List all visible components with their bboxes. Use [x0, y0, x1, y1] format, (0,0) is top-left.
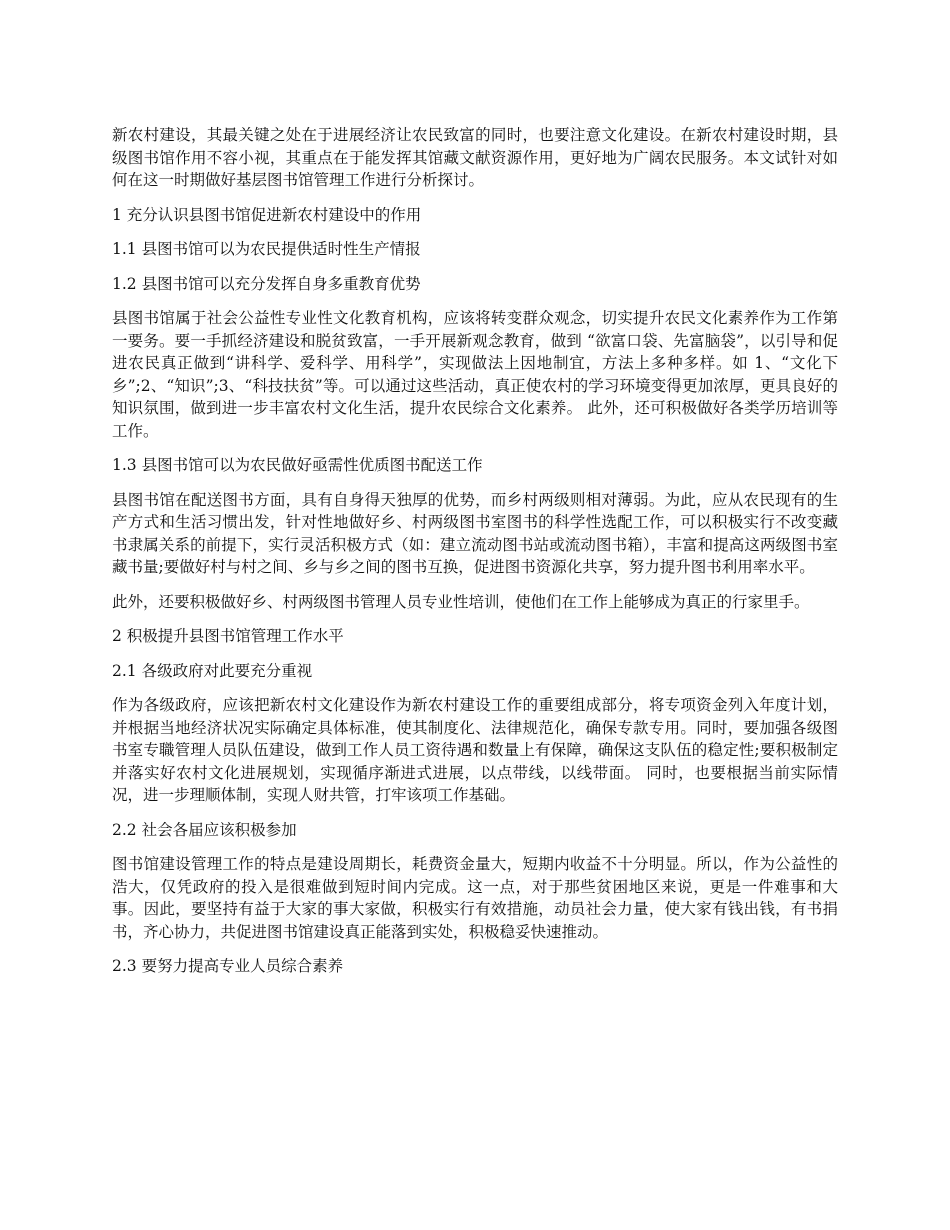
section-heading-1: 1 充分认识县图书馆促进新农村建设中的作用	[112, 205, 422, 224]
intro-paragraph: 新农村建设，其最关键之处在于进展经济让农民致富的同时，也要注意文化建设。在新农村建设时期，县级图书馆作用不容小视，其重点在于能发挥其馆藏文献资源作用，更好地为广阔农民服务。本文试针对如何在这一时期做好基层图书馆管理工作进行分析探讨。	[112, 126, 838, 189]
paragraph-1-3-b: 此外，还要积极做好乡、村两级图书管理人员专业性培训，使他们在工作上能够成为真正的行家里手。	[112, 592, 810, 611]
subsection-heading-1-2: 1.2 县图书馆可以充分发挥自身多重教育优势	[112, 274, 421, 293]
subsection-heading-1-3: 1.3 县图书馆可以为农民做好亟需性优质图书配送工作	[112, 456, 483, 474]
document-page	[112, 124, 838, 990]
paragraph-1-2: 县图书馆属于社会公益性专业性文化教育机构，应该将转变群众观念，切实提升农民文化素养作为工作第一要务。要一手抓经济建设和脱贫致富，一手开展新观念教育，做到 “欲富口袋、先富脑袋”，以引导和促进农民真正做到“讲科学、爱科学、用科学”，实现做法上因地制宜，方法上多种多样。如 1、“文化下乡”;2、“知识”;3、“科技扶贫”等。可以通过这些活动，真正使农村的学习环境变得更加浓厚，更具良好的知识氛围，做到进一步丰富农村文化生活，提升农民综合文化素养。 此外，还可积极做好各类学历培训等工作。	[112, 309, 838, 440]
subsection-heading-1-1: 1.1 县图书馆可以为农民提供适时性生产情报	[112, 240, 421, 258]
subsection-heading-2-3: 2.3 要努力提高专业人员综合素养	[112, 957, 344, 975]
paragraph-1-3-a: 县图书馆在配送图书方面，具有自身得天独厚的优势，而乡村两级则相对薄弱。为此，应从农民现有的生产方式和生活习惯出发，针对性地做好乡、村两级图书室图书的科学性选配工作，可以积极实行不改变藏书隶属关系的前提下，实行灵活积极方式（如：建立流动图书站或流动图书箱），丰富和提高这两级图书室藏书量;要做好村与村之间、乡与乡之间的图书互换，促进图书资源化共享，努力提升图书利用率水平。	[112, 490, 838, 576]
subsection-heading-2-2: 2.2 社会各届应该积极参加	[112, 820, 297, 839]
paragraph-2-2: 图书馆建设管理工作的特点是建设周期长，耗费资金量大，短期内收益不十分明显。所以，作为公益性的浩大，仅凭政府的投入是很难做到短时间内完成。这一点，对于那些贫困地区来说，更是一件难事和大事。因此，要坚持有益于大家的事大家做，积极实行有效措施，动员社会力量，使大家有钱出钱，有书捐书，齐心协力，共促进图书馆建设真正能落到实处，积极稳妥快速推动。	[112, 855, 838, 941]
paragraph-2-1: 作为各级政府，应该把新农村文化建设作为新农村建设工作的重要组成部分，将专项资金列入年度计划，并根据当地经济状况实际确定具体标准，使其制度化、法律规范化，确保专款专用。同时，要加强各级图书室专職管理人员队伍建设，做到工作人员工资待遇和数量上有保障，确保这支队伍的稳定性;要积极制定并落实好农村文化进展规划，实现循序渐进式进展，以点带线，以线带面。 同时，也要根据当前实际情况，进一步理顺体制，实现人财共管，打牢该项工作基础。	[112, 696, 838, 804]
subsection-heading-2-1: 2.1 各级政府对此要充分重视	[112, 661, 313, 680]
section-heading-2: 2 积极提升县图书馆管理工作水平	[112, 627, 344, 645]
